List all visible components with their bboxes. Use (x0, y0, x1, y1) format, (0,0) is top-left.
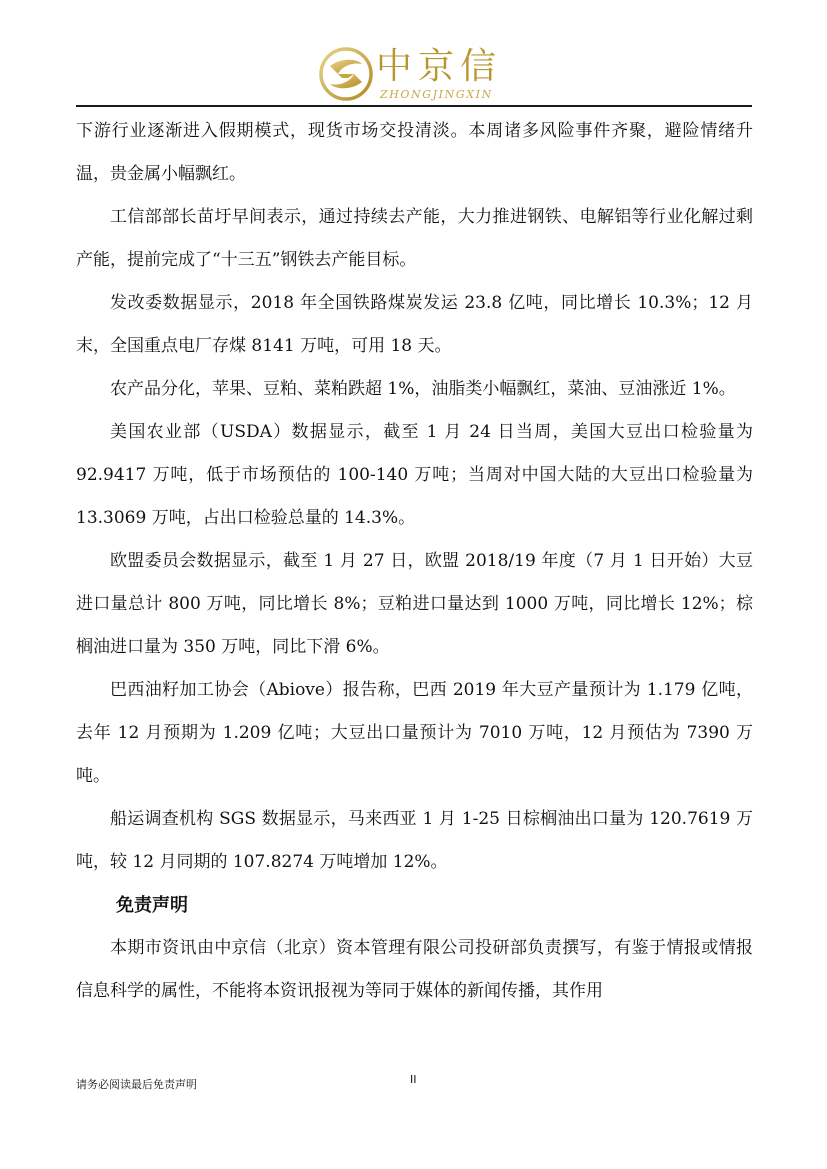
disclaimer-text: 本期市资讯由中京信（北京）资本管理有限公司投研部负责撰写，有鉴于情报或情报信息科学的属性，不能将本资讯报视为等同于媒体的新闻传播，其作用 (76, 938, 753, 1001)
document-body (76, 110, 753, 1013)
disclaimer-title: 免责声明 (116, 895, 188, 916)
paragraph-usda: 美国农业部（USDA）数据显示，截至 1 月 24 日当周，美国大豆出口检验量为 92.9417 万吨，低于市场预估的 100-140 万吨；当周对中国大陆的大豆出口检验量为 13.3069 万吨，占出口检验总量的 14.3%。 (76, 422, 753, 528)
logo-english-name: ZHONGJINGXIN (380, 88, 493, 101)
logo-chinese-name: 中京信 (376, 46, 503, 87)
page-number: II (410, 1073, 417, 1086)
paragraph-market: 下游行业逐渐进入假期模式，现货市场交投清淡。本周诸多风险事件齐聚，避险情绪升温，贵金属小幅飘红。 (76, 121, 753, 184)
page-header (0, 0, 827, 108)
paragraph-ndrc: 发改委数据显示，2018 年全国铁路煤炭发运 23.8 亿吨，同比增长 10.3%；12 月末，全国重点电厂存煤 8141 万吨，可用 18 天。 (76, 293, 753, 356)
paragraph-miit: 工信部部长苗圩早间表示，通过持续去产能，大力推进钢铁、电解铝等行业化解过剩产能，提前完成了“十三五”钢铁去产能目标。 (76, 207, 753, 270)
paragraph-agri: 农产品分化，苹果、豆粕、菜粕跌超 1%，油脂类小幅飘红，菜油、豆油涨近 1%。 (110, 379, 736, 399)
paragraph-sgs: 船运调查机构 SGS 数据显示，马来西亚 1 月 1-25 日棕榈油出口量为 120.7619 万吨，较 12 月同期的 107.8274 万吨增加 12%。 (76, 809, 753, 872)
paragraph-eu: 欧盟委员会数据显示，截至 1 月 27 日，欧盟 2018/19 年度（7 月 1 日开始）大豆进口量总计 800 万吨，同比增长 8%；豆粕进口量达到 1000 万吨，同比增长 12%；棕榈油进口量为 350 万吨，同比下滑 6%。 (76, 551, 753, 657)
footer-disclaimer-note: 请务必阅读最后免责声明 (76, 1078, 197, 1091)
logo-emblem-icon (318, 46, 374, 102)
header-rule (76, 105, 752, 107)
company-logo (318, 44, 518, 104)
paragraph-abiove: 巴西油籽加工协会（Abiove）报告称，巴西 2019 年大豆产量预计为 1.179 亿吨，去年 12 月预期为 1.209 亿吨；大豆出口量预计为 7010 万吨，12 月预估为 7390 万吨。 (76, 680, 753, 786)
